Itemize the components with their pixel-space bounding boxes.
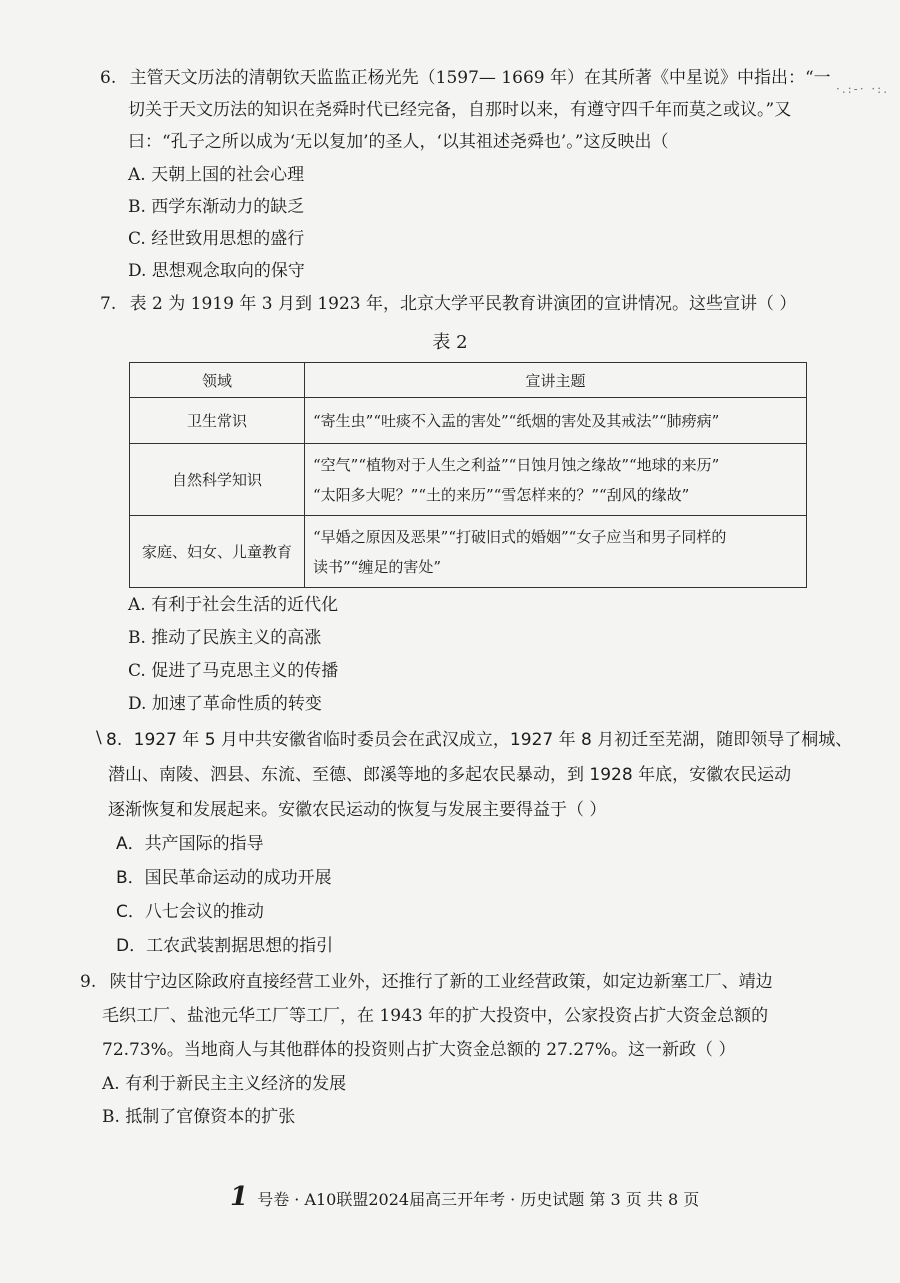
q8-line-1 bbox=[106, 728, 852, 752]
q6-line-1 bbox=[100, 66, 831, 90]
q8-line-3: 逐渐恢复和发展起来。安徽农民运动的恢复与发展主要得益于（ ） bbox=[108, 800, 607, 820]
q7-stem-text: 表 2 为 1919 年 3 月到 1923 年，北京大学平民教育讲演团的宣讲情况。这些宣讲（ ） bbox=[129, 294, 797, 314]
q6-option-d: D. 思想观念取向的保守 bbox=[128, 261, 305, 281]
q8-option-a: A．共产国际的指导 bbox=[116, 834, 264, 854]
q7-option-a: A. 有利于社会生活的近代化 bbox=[128, 595, 339, 615]
table-cell-topics bbox=[305, 444, 807, 516]
table-title: 表 2 bbox=[432, 332, 468, 353]
table-cell-field: 家庭、妇女、儿童教育 bbox=[130, 516, 305, 588]
topic-line: “太阳多大呢？”“土的来历”“雪怎样来的？”“刮风的缘故” bbox=[313, 485, 690, 504]
q8-number: 8. bbox=[106, 730, 123, 750]
q9-line-3: 72.73%。当地商人与其他群体的投资则占扩大资金总额的 27.27%。这一新政（ ） bbox=[102, 1040, 736, 1060]
q7-option-d: D. 加速了革命性质的转变 bbox=[128, 694, 322, 714]
q9-line-2: 毛织工厂、盐池元华工厂等工厂，在 1943 年的扩大投资中，公家投资占扩大资金总额的 bbox=[102, 1006, 769, 1026]
q8-option-c: C．八七会议的推动 bbox=[116, 902, 264, 922]
table-2 bbox=[129, 362, 807, 588]
q6-option-a: A. 天朝上国的社会心理 bbox=[128, 165, 305, 185]
q6-number: 6. bbox=[100, 68, 117, 88]
topic-line: “早婚之原因及恶果”“打破旧式的婚姻”“女子应当和男子同样的 bbox=[313, 527, 727, 546]
q7-number: 7. bbox=[100, 294, 117, 314]
topic-line: “寄生虫”“吐痰不入盂的害处”“纸烟的害处及其戒法”“肺痨病” bbox=[313, 411, 720, 430]
footer-text: 号卷 · A10联盟2024届高三开年考 · 历史试题 第 3 页 共 8 页 bbox=[257, 1190, 700, 1209]
q6-option-c: C. 经世致用思想的盛行 bbox=[128, 229, 305, 249]
q9-text-1: 陕甘宁边区除政府直接经营工业外，还推行了新的工业经营政策，如定边新塞工厂、靖边 bbox=[109, 972, 773, 992]
topic-line: 读书”“缠足的害处” bbox=[313, 557, 442, 576]
table-cell-topics bbox=[305, 398, 807, 444]
q8-text-1: 1927 年 5 月中共安徽省临时委员会在武汉成立，1927 年 8 月初迁至芜湖，随即领导了桐城、 bbox=[133, 730, 853, 750]
q6-text-1: 主管天文历法的清朝钦天监监正杨光先（1597— 1669 年）在其所著《中星说》中指出：“一 bbox=[129, 68, 831, 88]
q6-option-b: B. 西学东渐动力的缺乏 bbox=[128, 197, 305, 217]
q9-option-a: A. 有利于新民主主义经济的发展 bbox=[102, 1074, 347, 1094]
q8-option-d: D．工农武装割据思想的指引 bbox=[116, 936, 334, 956]
page-footer bbox=[230, 1182, 699, 1212]
table-cell-field: 卫生常识 bbox=[130, 398, 305, 444]
q7-stem bbox=[100, 292, 796, 316]
table-header-topics: 宣讲主题 bbox=[305, 363, 807, 398]
topic-line: “空气”“植物对于人生之利益”“日蚀月蚀之缘故”“地球的来历” bbox=[313, 455, 720, 474]
table-header-field: 领域 bbox=[130, 363, 305, 398]
q8-option-b: B．国民革命运动的成功开展 bbox=[116, 868, 332, 888]
q7-option-c: C. 促进了马克思主义的传播 bbox=[128, 661, 339, 681]
handwritten-mark: \ bbox=[96, 728, 102, 748]
table-cell-topics bbox=[305, 516, 807, 588]
q8-line-2: 潜山、南陵、泗县、东流、至德、郎溪等地的多起农民暴动，到 1928 年底，安徽农民运动 bbox=[108, 765, 792, 785]
q9-number: 9. bbox=[80, 972, 97, 992]
q6-line-3: 曰：“孔子之所以成为‘无以复加’的圣人，‘以其祖述尧舜也’。”这反映出（ bbox=[128, 132, 669, 152]
brand-logo: 1 bbox=[230, 1182, 249, 1212]
q6-line-2: 切关于天文历法的知识在尧舜时代已经完备，自那时以来，有遵守四千年而莫之或议。”又 bbox=[128, 100, 792, 120]
table-row bbox=[130, 398, 807, 444]
pencil-scribble: ·.:-· ·:. bbox=[836, 82, 890, 96]
q9-line-1 bbox=[80, 970, 773, 994]
q9-option-b: B. 抵制了官僚资本的扩张 bbox=[102, 1107, 296, 1127]
q7-option-b: B. 推动了民族主义的高涨 bbox=[128, 628, 322, 648]
table-cell-field: 自然科学知识 bbox=[130, 444, 305, 516]
table-row bbox=[130, 444, 807, 516]
table-row bbox=[130, 516, 807, 588]
table-header-row bbox=[130, 363, 807, 398]
